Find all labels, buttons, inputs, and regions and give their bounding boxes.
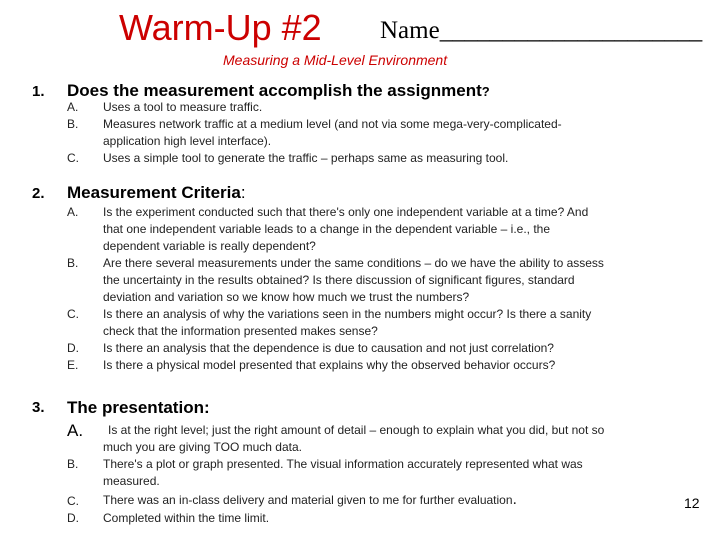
list-item-continuation: much you are giving TOO much data. <box>103 440 302 454</box>
page-title: Warm-Up #2 <box>119 7 322 48</box>
list-item-letter: D. <box>67 511 79 525</box>
section-3-number: 3. <box>32 399 45 416</box>
list-item-letter: D. <box>67 341 79 355</box>
list-item-letter: C. <box>67 307 79 321</box>
list-item-letter: A. <box>67 205 79 219</box>
list-item-letter: B. <box>67 256 79 270</box>
list-item: Is there an analysis that the dependence is due to causation and not just correlation? <box>103 341 554 355</box>
section-2-heading: Measurement Criteria: <box>67 183 246 202</box>
list-item-letter: B. <box>67 117 79 131</box>
list-item-letter: C. <box>67 494 79 508</box>
list-item-letter: A. <box>67 100 79 114</box>
section-1-number: 1. <box>32 83 45 100</box>
list-item-letter: C. <box>67 151 79 165</box>
list-item: Uses a tool to measure traffic. <box>103 100 263 114</box>
list-item: Completed within the time limit. <box>103 511 270 525</box>
page-subtitle: Measuring a Mid-Level Environment <box>223 52 448 68</box>
list-item: Measures network traffic at a medium level (and not via some mega-very-complicated- application high level interface). <box>103 117 562 148</box>
list-item: Is at the right level; just the right amount of detail – enough to explain what you did, but not so <box>108 423 605 437</box>
list-item: There was an in-class delivery and material given to me for further evaluation. <box>103 491 517 508</box>
section-3-heading: The presentation: <box>67 398 210 417</box>
list-item: Is the experiment conducted such that there's only one independent variable at a time? And that one independent variable leads to a change in the dependent variable – i.e., the dependent variable is really dependent? <box>103 205 589 253</box>
list-item-letter: B. <box>67 457 79 471</box>
section-2-number: 2. <box>32 185 45 202</box>
list-item: Uses a simple tool to generate the traffic – perhaps same as measuring tool. <box>103 151 509 165</box>
list-item: Is there an analysis of why the variations seen in the numbers might occur? Is there a sanity check that the information presented makes sense? <box>103 307 592 338</box>
name-field-label: Name_____________________ <box>380 17 703 44</box>
page-number: 12 <box>684 495 700 511</box>
list-item: Is there a physical model presented that explains why the observed behavior occurs? <box>103 358 556 372</box>
list-item-letter: E. <box>67 358 79 372</box>
section-1-heading: Does the measurement accomplish the assignment? <box>67 81 490 100</box>
list-item: Are there several measurements under the same conditions – do we have the ability to assess the uncertainty in the results obtained? Is there discussion of significant figures, standard deviation and variation so we know how much we trust the numbers? <box>103 256 604 304</box>
list-item-letter: A. <box>67 421 84 440</box>
list-item: There's a plot or graph presented. The visual information accurately represented what was measured. <box>103 457 583 488</box>
